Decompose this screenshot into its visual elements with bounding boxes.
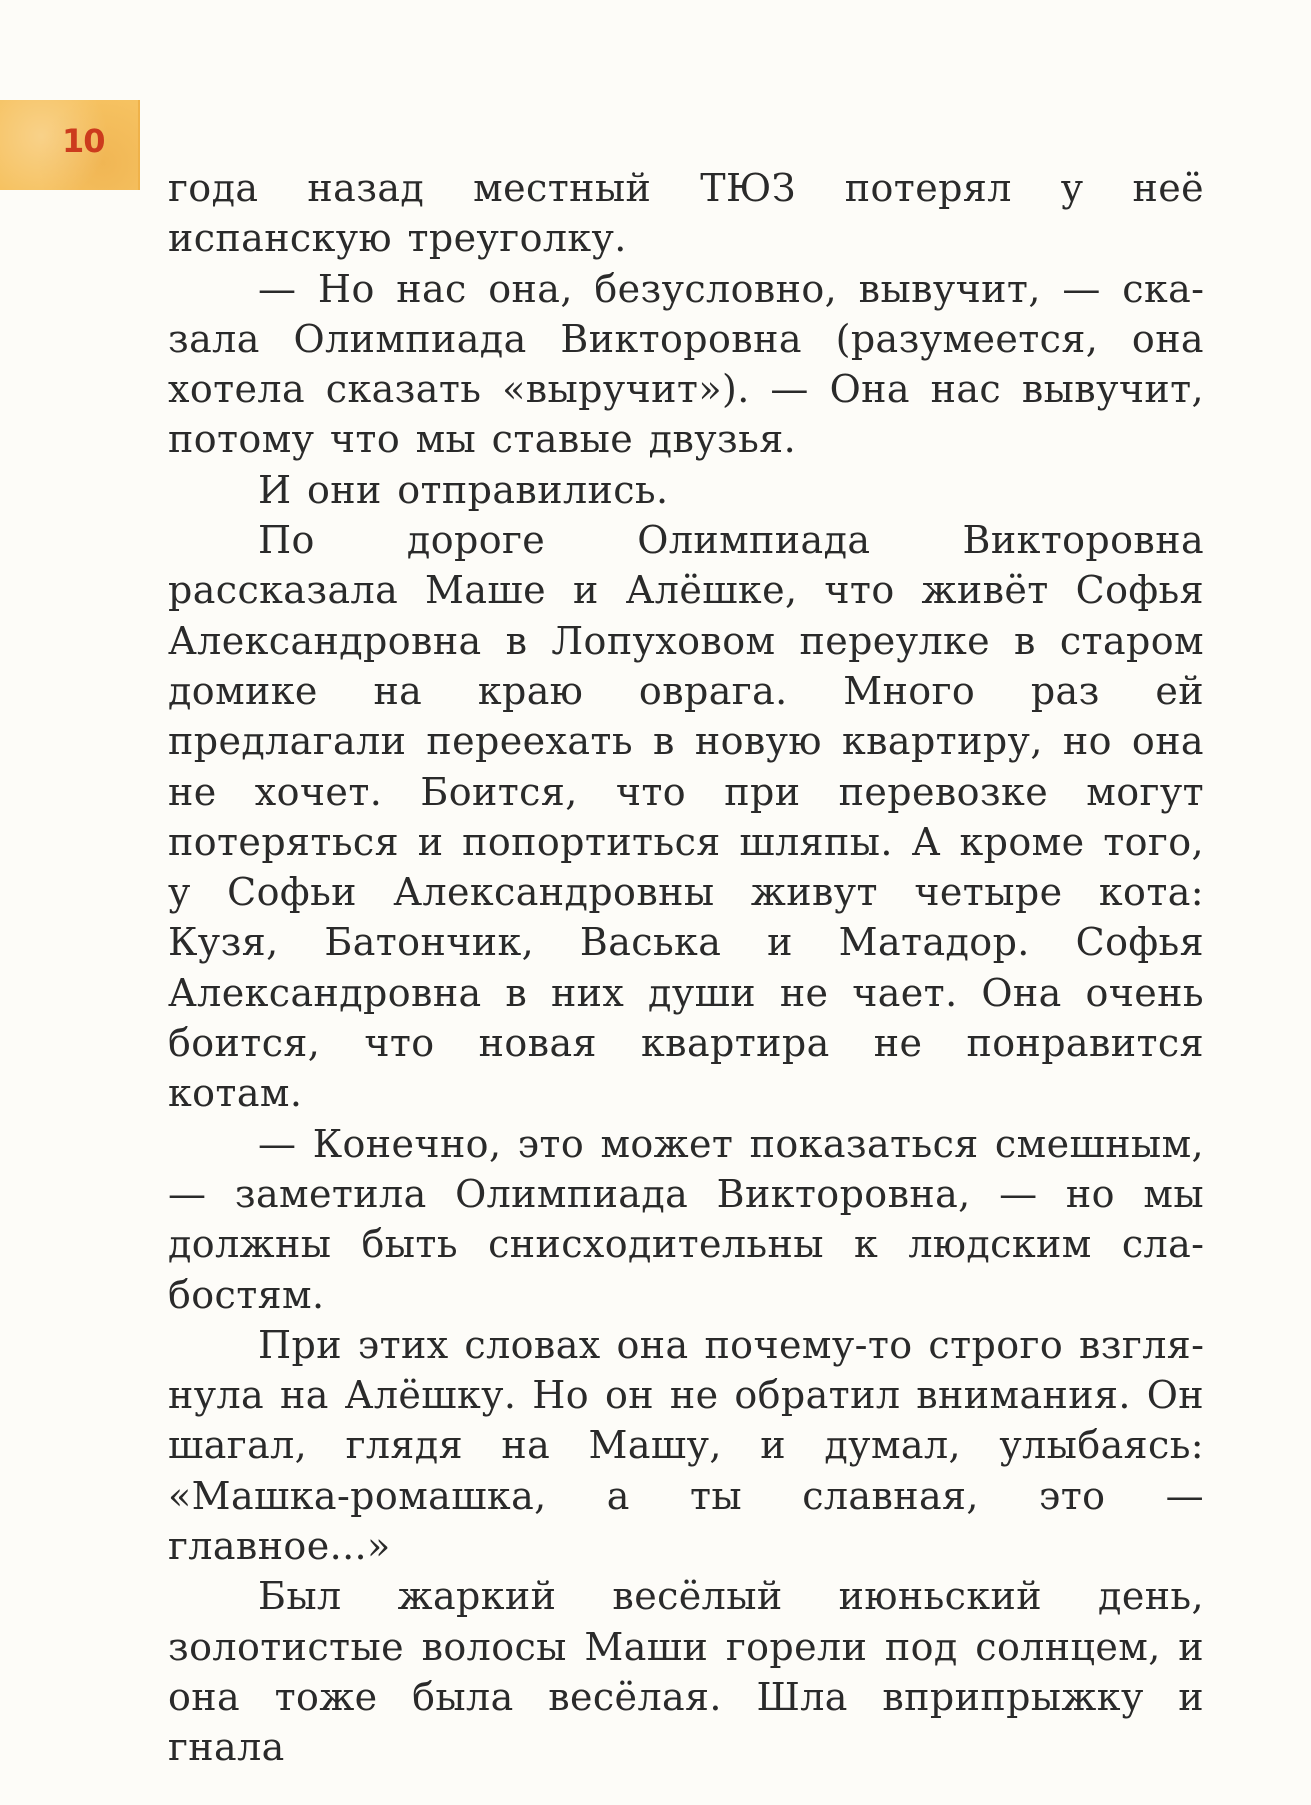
paragraph-3: И они отправились. — [258, 467, 669, 512]
page-number-tab — [0, 100, 140, 190]
paragraph-1: года назад местный ТЮЗ потерял у неё испанскую треуголку. — [168, 166, 1204, 261]
paragraph-5: — Конечно, это может показаться смешным, — заметила Олимпиада Викторовна, — но мы должны быть снисходительны к людским слабостям. — [168, 1121, 1204, 1317]
paragraph-2: — Но нас она, безусловно, вывучит, — сказала Олимпиада Викторовна (разумеется, она хотела сказать «выручит»). — Она нас вывучит, потому что мы ставые двузья. — [168, 266, 1204, 462]
text-body — [168, 163, 1204, 1773]
page-number: 10 — [62, 122, 105, 160]
paragraph-4: По дороге Олимпиада Викторовна рассказала Маше и Алёшке, что живёт Софья Александровна в Лопуховом переулке в старом домике на краю оврага. Много раз ей предлагали переехать в новую квартиру, но она не хочет. Боится, что при перевозке могут потеряться и попортиться шляпы. А кроме того, у Софьи Александровны живут четыре кота: Кузя, Батончик, Васька и Матадор. Софья Александровна в них души не чает. Она очень боится, что новая квартира не понравится котам. — [168, 518, 1204, 1116]
paragraph-6: При этих словах она почему-то строго взглянула на Алёшку. Но он не обратил внимания. Он шагал, глядя на Машу, и думал, улыбаясь: «Машка-ромашка, а ты славная, это — главное...» — [168, 1322, 1204, 1569]
paragraph-7: Был жаркий весёлый июньский день, золотистые волосы Маши горели под солнцем, и она тоже была весёлая. Шла вприпрыжку и гнала — [168, 1574, 1204, 1770]
